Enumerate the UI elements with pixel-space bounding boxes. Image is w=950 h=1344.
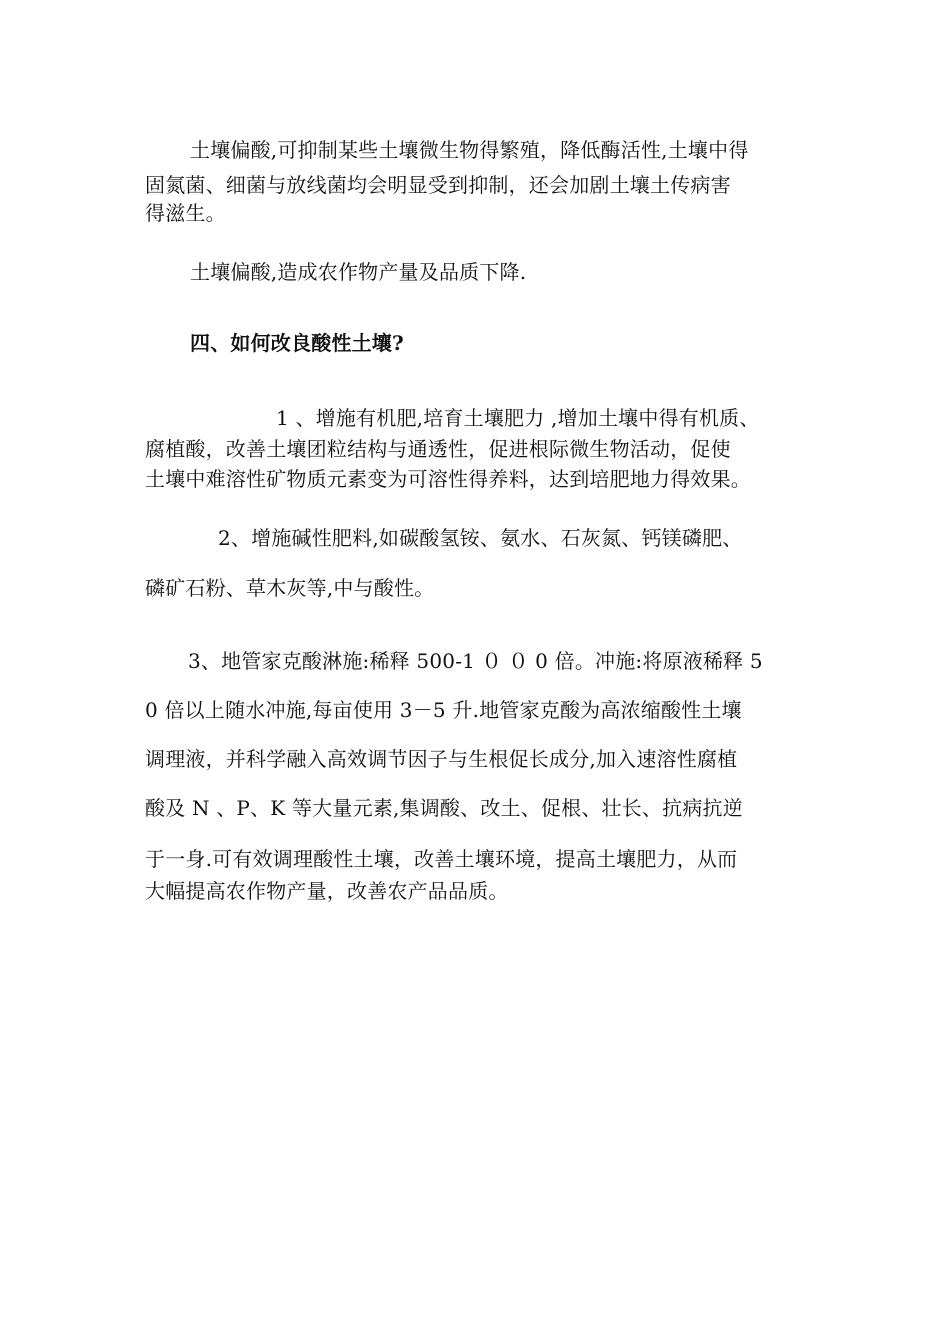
paragraph-1-line-2: 固氮菌、细菌与放线菌均会明显受到抑制，还会加剧土壤土传病害 xyxy=(145,173,731,197)
item-3-line-2: 0 倍以上随水冲施,每亩使用 3－5 升.地管家克酸为高浓缩酸性土壤 xyxy=(145,698,742,722)
item-3-line-3: 调理液，并科学融入高效调节因子与生根促长成分,加入速溶性腐植 xyxy=(145,747,738,771)
item-2-line-2: 磷矿石粉、草木灰等,中与酸性。 xyxy=(145,576,435,600)
item-3-line-1: 3、地管家克酸淋施:稀释 500-1 ０ ０ 0 倍。冲施:将原液稀释 5 xyxy=(188,649,763,673)
item-1-line-3: 土壤中难溶性矿物质元素变为可溶性得养料，达到培肥地力得效果。 xyxy=(145,467,751,491)
paragraph-2-line-1: 土壤偏酸,造成农作物产量及品质下降. xyxy=(190,260,527,284)
paragraph-1-line-3: 得滋生。 xyxy=(145,201,226,225)
paragraph-1-line-1: 土壤偏酸,可抑制某些土壤微生物得繁殖，降低酶活性,土壤中得 xyxy=(190,138,749,162)
item-3-line-6: 大幅提高农作物产量，改善农产品品质。 xyxy=(145,879,509,903)
item-1-line-2: 腐植酸，改善土壤团粒结构与通透性，促进根际微生物活动，促使 xyxy=(145,437,731,461)
item-3-line-4: 酸及 N 、P、K 等大量元素,集调酸、改土、促根、壮长、抗病抗逆 xyxy=(145,796,743,820)
item-1-line-1: 1 、增施有机肥,培育土壤肥力 ,增加土壤中得有机质、 xyxy=(276,406,760,430)
item-3-line-5: 于一身.可有效调理酸性土壤，改善土壤环境，提高土壤肥力，从而 xyxy=(145,847,738,871)
item-2-line-1: 2、增施碱性肥料,如碳酸氢铵、氨水、石灰氮、钙镁磷肥、 xyxy=(218,526,743,550)
section-heading: 四、如何改良酸性土壤? xyxy=(190,331,404,355)
